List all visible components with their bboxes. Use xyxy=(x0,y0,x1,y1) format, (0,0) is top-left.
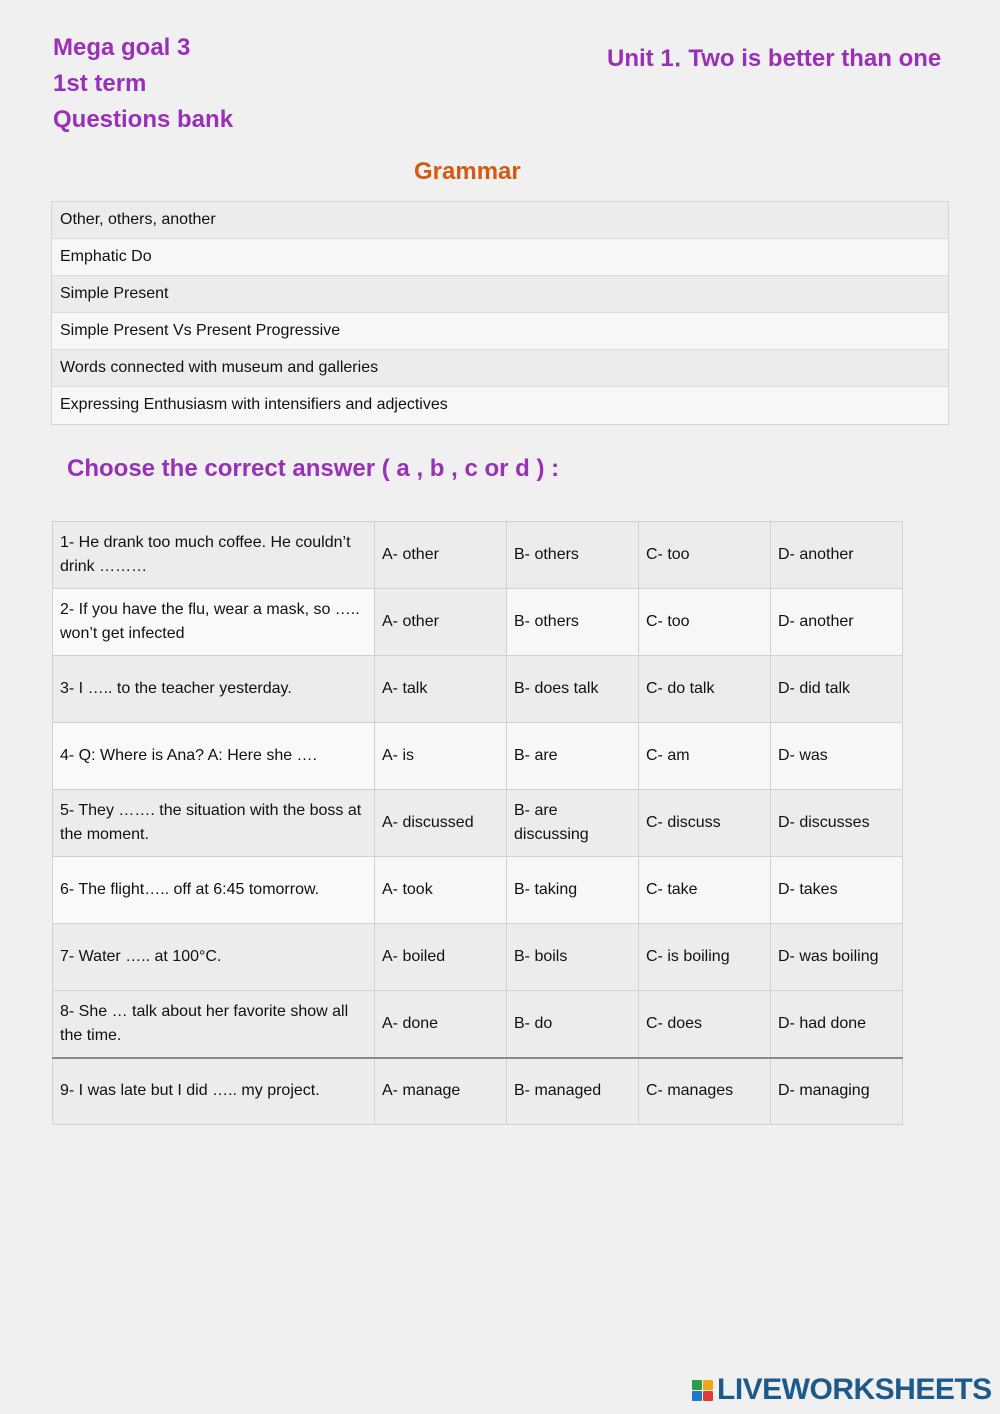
option-d[interactable]: D- takes xyxy=(771,857,903,924)
question-row xyxy=(53,522,903,589)
grammar-topics-table xyxy=(51,201,949,425)
logo-square xyxy=(692,1380,702,1390)
question-row xyxy=(53,991,903,1058)
option-c[interactable]: C- does xyxy=(639,991,771,1058)
bank-label: Questions bank xyxy=(53,106,234,133)
option-b[interactable]: B- others xyxy=(507,522,639,589)
question-text: 3- I ….. to the teacher yesterday. xyxy=(53,656,375,723)
option-a[interactable]: A- discussed xyxy=(375,790,507,857)
question-text: 8- She … talk about her favorite show all the time. xyxy=(53,991,375,1058)
topic-row: Words connected with museum and galleries xyxy=(52,350,948,387)
option-d[interactable]: D- managing xyxy=(771,1058,903,1125)
option-b[interactable]: B- are discussing xyxy=(507,790,639,857)
logo-mark-icon xyxy=(692,1380,713,1401)
option-b[interactable]: B- others xyxy=(507,589,639,656)
option-b[interactable]: B- managed xyxy=(507,1058,639,1125)
question-row xyxy=(53,656,903,723)
topic-row: Simple Present xyxy=(52,276,948,313)
option-b[interactable]: B- boils xyxy=(507,924,639,991)
option-a[interactable]: A- manage xyxy=(375,1058,507,1125)
unit-title: Unit 1․ Two is better than one xyxy=(607,45,942,72)
grammar-heading: Grammar xyxy=(414,158,521,185)
option-b[interactable]: B- does talk xyxy=(507,656,639,723)
question-row xyxy=(53,1058,903,1125)
option-a[interactable]: A- done xyxy=(375,991,507,1058)
logo-square xyxy=(692,1391,702,1401)
option-b[interactable]: B- taking xyxy=(507,857,639,924)
logo-text: LIVEWORKSHEETS xyxy=(717,1373,992,1406)
term-label: 1st term xyxy=(53,70,147,97)
option-d[interactable]: D- was boiling xyxy=(771,924,903,991)
topic-row: Other, others, another xyxy=(52,202,948,239)
option-b[interactable]: B- do xyxy=(507,991,639,1058)
option-c[interactable]: C- manages xyxy=(639,1058,771,1125)
option-d[interactable]: D- another xyxy=(771,522,903,589)
topic-row: Simple Present Vs Present Progressive xyxy=(52,313,948,350)
option-b[interactable]: B- are xyxy=(507,723,639,790)
document-header xyxy=(53,30,233,138)
book-title: Mega goal 3 xyxy=(53,34,191,61)
question-text: 1- He drank too much coffee. He couldn’t drink ……… xyxy=(53,522,375,589)
topic-row: Expressing Enthusiasm with intensifiers and adjectives xyxy=(52,387,948,424)
option-a[interactable]: A- took xyxy=(375,857,507,924)
option-d[interactable]: D- did talk xyxy=(771,656,903,723)
topic-row: Emphatic Do xyxy=(52,239,948,276)
option-c[interactable]: C- too xyxy=(639,522,771,589)
question-text: 4- Q: Where is Ana? A: Here she …. xyxy=(53,723,375,790)
option-c[interactable]: C- discuss xyxy=(639,790,771,857)
question-text: 5- They ……. the situation with the boss at the moment. xyxy=(53,790,375,857)
option-c[interactable]: C- do talk xyxy=(639,656,771,723)
question-row xyxy=(53,924,903,991)
option-a[interactable]: A- is xyxy=(375,723,507,790)
question-row xyxy=(53,723,903,790)
option-a[interactable]: A- talk xyxy=(375,656,507,723)
option-a[interactable]: A- other xyxy=(375,522,507,589)
option-d[interactable]: D- another xyxy=(771,589,903,656)
option-c[interactable]: C- is boiling xyxy=(639,924,771,991)
question-row xyxy=(53,790,903,857)
question-row xyxy=(53,589,903,656)
question-text: 6- The flight….. off at 6:45 tomorrow. xyxy=(53,857,375,924)
question-text: 9- I was late but I did ….. my project. xyxy=(53,1058,375,1125)
option-a[interactable]: A- boiled xyxy=(375,924,507,991)
question-row xyxy=(53,857,903,924)
option-c[interactable]: C- take xyxy=(639,857,771,924)
question-text: 7- Water ….. at 100°C. xyxy=(53,924,375,991)
question-text: 2- If you have the flu, wear a mask, so ….. won’t get infected xyxy=(53,589,375,656)
option-c[interactable]: C- too xyxy=(639,589,771,656)
option-a[interactable]: A- other xyxy=(375,589,507,656)
option-d[interactable]: D- was xyxy=(771,723,903,790)
option-d[interactable]: D- discusses xyxy=(771,790,903,857)
logo-square xyxy=(703,1380,713,1390)
questions-table xyxy=(52,521,903,1125)
instruction-heading: Choose the correct answer ( a , b , c or d ) : xyxy=(67,455,560,482)
logo-square xyxy=(703,1391,713,1401)
liveworksheets-logo xyxy=(692,1374,992,1406)
option-d[interactable]: D- had done xyxy=(771,991,903,1058)
option-c[interactable]: C- am xyxy=(639,723,771,790)
